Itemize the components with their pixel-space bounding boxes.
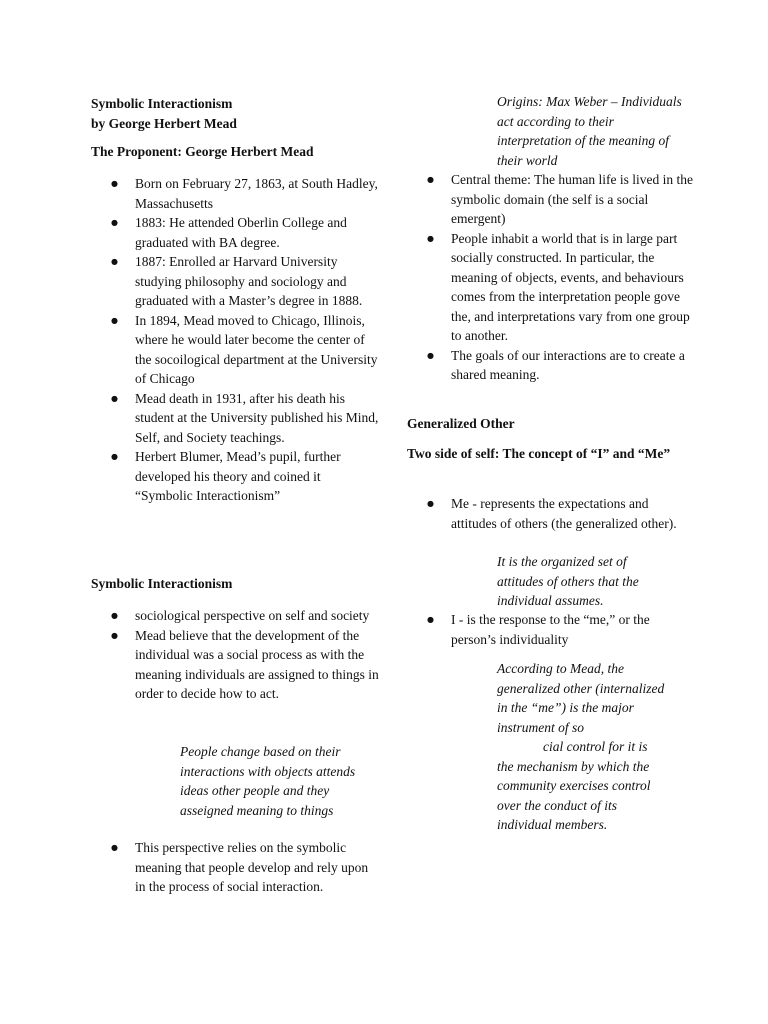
list-item: ● The goals of our interactions are to create a shared meaning. — [407, 346, 697, 385]
list-item: ● 1887: Enrolled ar Harvard University studying philosophy and sociology and graduated with a Master’s degree in 1888. — [91, 252, 381, 311]
si-list-2 — [91, 838, 381, 897]
me-note: It is the organized set of attitudes of others that the individual assumes. — [497, 554, 639, 608]
list-item: ● In 1894, Mead moved to Chicago, Illinois, where he would later become the center of the socoilogical department at the University of Chicago — [91, 311, 381, 389]
me-list — [407, 494, 697, 533]
origins-note: Origins: Max Weber – Individuals act according to their interpretation of the meaning of their world — [497, 94, 682, 168]
subtitle-line: by George Herbert Mead — [91, 116, 237, 131]
list-item: ● This perspective relies on the symbolic meaning that people develop and rely upon in the process of social interaction. — [91, 838, 381, 897]
si-heading: Symbolic Interactionism — [91, 576, 233, 591]
list-item: ● Born on February 27, 1863, at South Hadley, Massachusetts — [91, 174, 381, 213]
document-title — [91, 94, 237, 134]
list-item: ● Central theme: The human life is lived in the symbolic domain (the self is a social emergent) — [407, 170, 697, 229]
si-list — [91, 606, 381, 704]
mead-note-part3: the mechanism by which the community exercises control over the conduct of its individual members. — [497, 758, 651, 832]
list-item: ● Herbert Blumer, Mead’s pupil, further developed his theory and coined it “Symbolic Interactionism” — [91, 447, 381, 506]
list-item: ● People inhabit a world that is in large part socially constructed. In particular, the meaning of objects, events, and behaviours comes from the interpretation people gove the, and interpretations vary from one group to another. — [407, 229, 697, 346]
list-item: ● Me - represents the expectations and attitudes of others (the generalized other). — [407, 494, 697, 533]
generalized-other-heading: Generalized Other — [407, 416, 515, 431]
list-item: ● I - is the response to the “me,” or the person’s individuality — [407, 610, 697, 649]
list-item: ● Mead death in 1931, after his death his student at the University published his Mind, Self, and Society teachings. — [91, 389, 381, 448]
list-item: ● sociological perspective on self and society — [91, 606, 381, 626]
origin-list — [407, 170, 697, 385]
list-item: ● Mead believe that the development of the individual was a social process as with the meaning individuals are assigned to things in order to decide how to act. — [91, 626, 381, 704]
proponent-heading: The Proponent: George Herbert Mead — [91, 144, 314, 159]
mead-note-part2: cial control for it is — [543, 739, 648, 754]
mead-note-part1: According to Mead, the generalized other (internalized in the “me”) is the major instrument of so — [497, 661, 665, 735]
mead-note — [497, 659, 675, 835]
proponent-list — [91, 174, 381, 506]
two-side-heading: Two side of self: The concept of “I” and “Me” — [407, 446, 671, 461]
list-item: ● 1883: He attended Oberlin College and graduated with BA degree. — [91, 213, 381, 252]
title-line: Symbolic Interactionism — [91, 96, 233, 111]
i-list — [407, 610, 697, 649]
si-note: People change based on their interactions with objects attends ideas other people and they asseigned meaning to things — [180, 744, 356, 818]
